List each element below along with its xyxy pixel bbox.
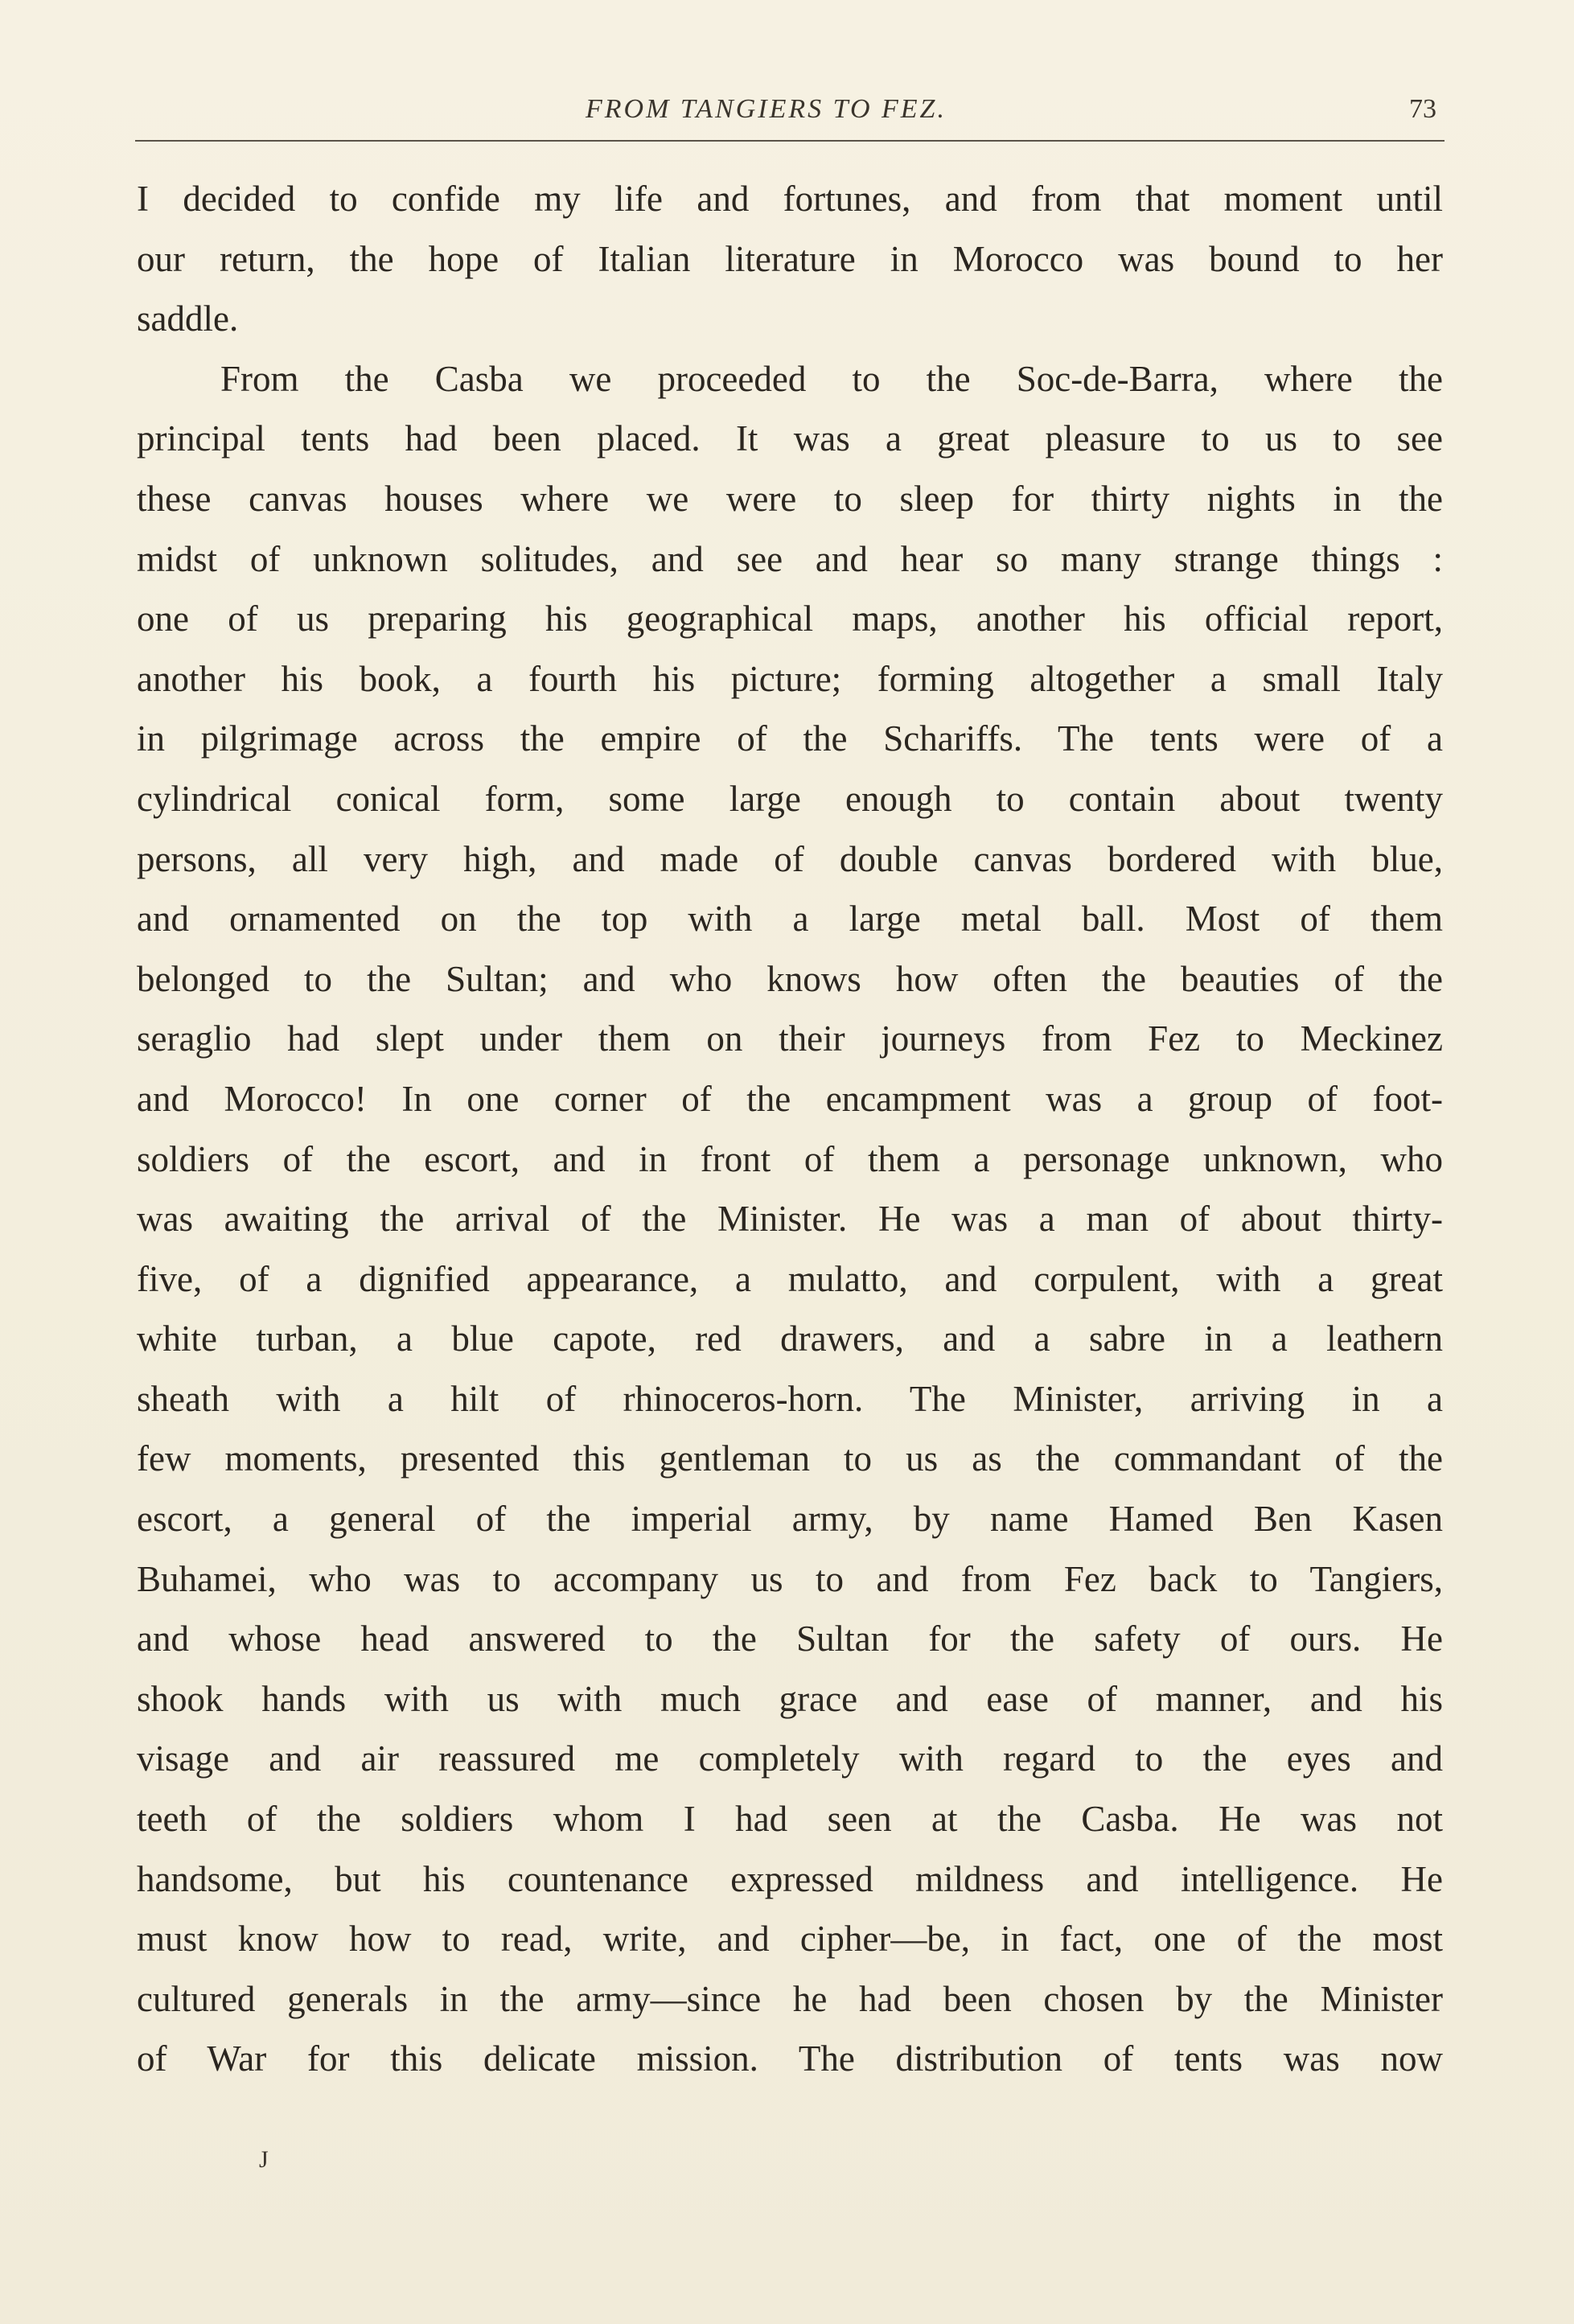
text-line: cylindrical conical form, some large enough to contain about twenty — [137, 778, 1443, 819]
text-line: few moments, presented this gentleman to us as the commandant of the — [137, 1438, 1443, 1479]
text-line: one of us preparing his geographical maps, another his official report, — [137, 598, 1443, 640]
text-line: and ornamented on the top with a large metal ball. Most of them — [137, 899, 1443, 940]
text-line: and whose head answered to the Sultan for the safety of ours. He — [137, 1619, 1443, 1660]
text-line: seraglio had slept under them on their journeys from Fez to Meckinez — [137, 1018, 1443, 1059]
page-header — [135, 87, 1445, 132]
text-line: From the Casba we proceeded to the Soc-de-Barra, where the — [220, 358, 1443, 399]
text-line: teeth of the soldiers whom I had seen at the Casba. He was not — [137, 1799, 1443, 1840]
paragraph-1 — [137, 169, 1443, 349]
text-line: these canvas houses where we were to sleep for thirty nights in the — [137, 478, 1443, 519]
text-line: Buhamei, who was to accompany us to and from Fez back to Tangiers, — [137, 1558, 1443, 1599]
text-line: belonged to the Sultan; and who knows how often the beauties of the — [137, 958, 1443, 999]
running-title: FROM TANGIERS TO FEZ. — [586, 94, 947, 124]
header-rule — [135, 140, 1445, 142]
text-line: I decided to confide my life and fortunes, and from that moment until — [137, 179, 1443, 219]
text-line: in pilgrimage across the empire of the Schariffs. The tents were of a — [137, 718, 1443, 759]
text-line: visage and air reassured me completely with regard to the eyes and — [137, 1738, 1443, 1779]
body-text — [137, 169, 1443, 2089]
text-line: white turban, a blue capote, red drawers, and a sabre in a leathern — [137, 1318, 1443, 1359]
text-line: soldiers of the escort, and in front of them a personage unknown, who — [137, 1138, 1443, 1179]
text-line: midst of unknown solitudes, and see and hear so many strange things : — [137, 538, 1443, 579]
text-line: our return, the hope of Italian literature in Morocco was bound to her — [137, 238, 1443, 279]
text-line: escort, a general of the imperial army, by name Hamed Ben Kasen — [137, 1499, 1443, 1540]
text-line: another his book, a fourth his picture; forming altogether a small Italy — [137, 658, 1443, 699]
text-line: persons, all very high, and made of double canvas bordered with blue, — [137, 838, 1443, 879]
text-line: sheath with a hilt of rhinoceros-horn. The Minister, arriving in a — [137, 1378, 1443, 1419]
text-line: cultured generals in the army—since he had been chosen by the Minister — [137, 1978, 1443, 2019]
text-line: must know how to read, write, and cipher—be, in fact, one of the most — [137, 1919, 1443, 1960]
text-line: was awaiting the arrival of the Minister. He was a man of about thirty- — [137, 1199, 1443, 1240]
page-number: 73 — [1409, 94, 1436, 124]
text-line: and Morocco! In one corner of the encampment was a group of foot- — [137, 1078, 1443, 1119]
text-line: shook hands with us with much grace and ease of manner, and his — [137, 1678, 1443, 1719]
text-line: saddle. — [137, 298, 239, 339]
text-line: five, of a dignified appearance, a mulatto, and corpulent, with a great — [137, 1258, 1443, 1299]
text-line: principal tents had been placed. It was a great pleasure to us to see — [137, 418, 1443, 459]
signature-mark: J — [259, 2146, 269, 2173]
paragraph-2 — [137, 349, 1443, 2089]
text-line: handsome, but his countenance expressed mildness and intelligence. He — [137, 1858, 1443, 1899]
text-line: of War for this delicate mission. The distribution of tents was now — [137, 2038, 1443, 2079]
